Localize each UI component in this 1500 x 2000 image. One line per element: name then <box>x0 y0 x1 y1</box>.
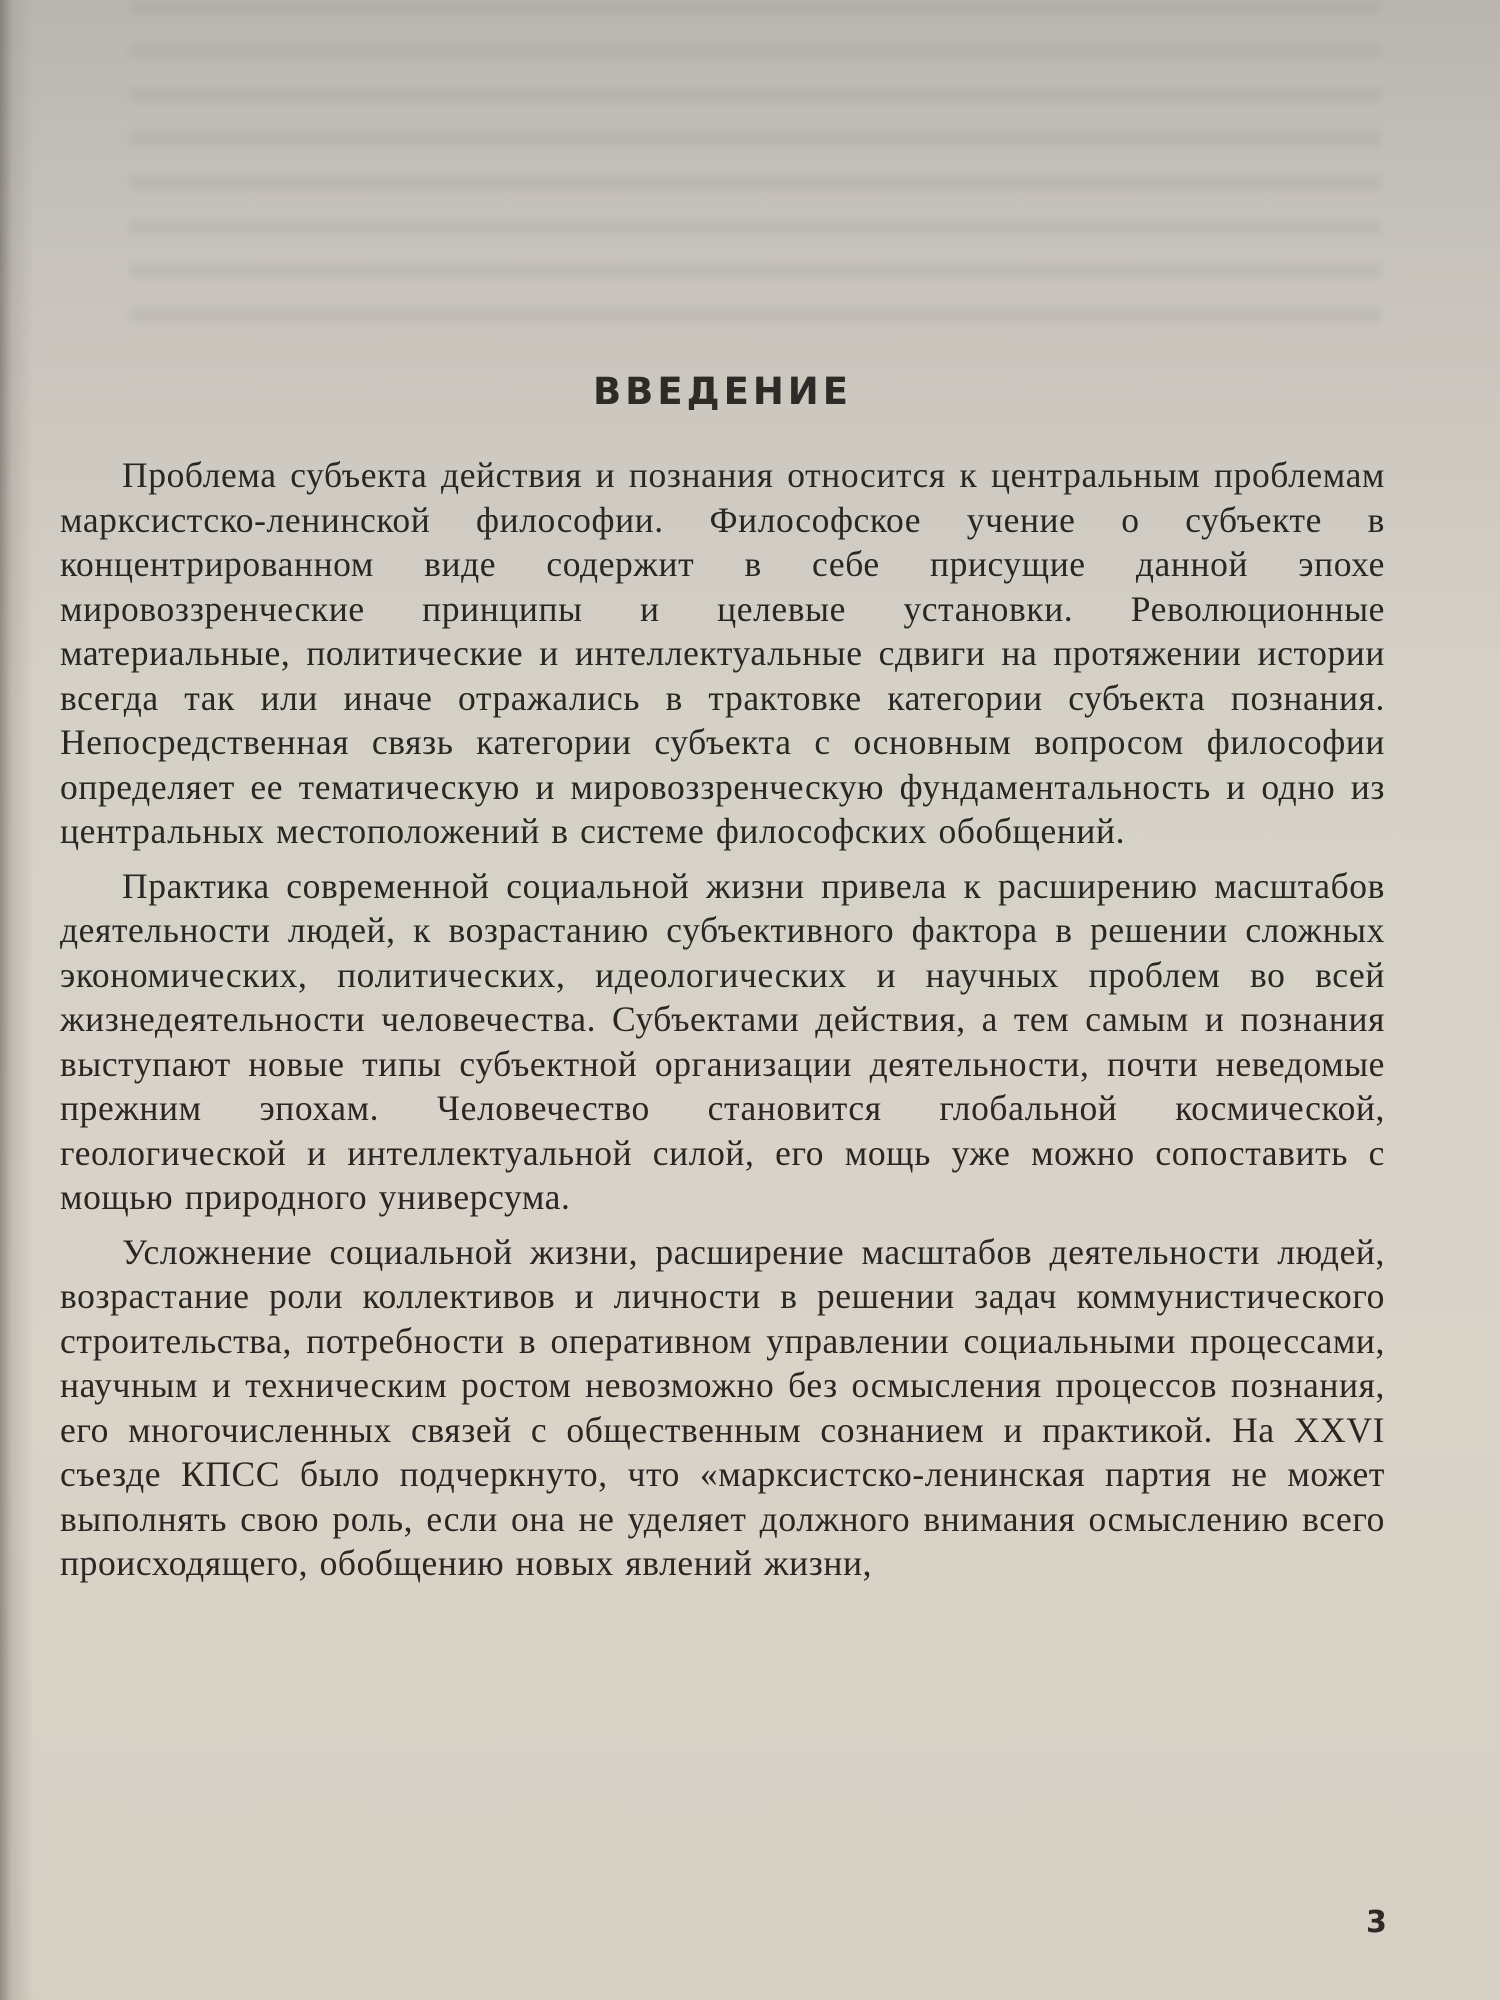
bleed-through-text <box>130 0 1380 330</box>
paragraph-2: Практика современной социальной жизни привела к расширению масштабов деятельности людей, к возрастанию субъективного фактора в решении сложных экономических, политических, идеологических и научных проблем во всей жизнедеятельности человечества. Субъектами действия, а тем самым и познания выступают новые типы субъектной организации деятельности, почти неведомые прежним эпохам. Человечество становится глобальной космической, геологической и интеллектуальной силой, его мощь уже можно сопоставить с мощью природного универсума. <box>60 865 1385 1217</box>
paragraph-3: Усложнение социальной жизни, расширение масштабов деятельности людей, возрастание роли коллективов и личности в решении задач коммунистического строительства, потребности в оперативном управлении социальными процессами, научным и техническим ростом невозможно без осмысления процессов познания, его многочисленных связей с общественным сознанием и практикой. На XXVI съезде КПСС было подчеркнуто, что «марксистско-ленинская партия не может выполнять свою роль, если она не уделяет должного внимания осмыслению всего происходящего, обобщению новых явлений жизни, <box>60 1231 1385 1583</box>
page-content <box>60 370 1385 1596</box>
chapter-heading: ВВЕДЕНИЕ <box>592 370 853 413</box>
page-number: 3 <box>1366 1905 1387 1940</box>
paragraph-1: Проблема субъекта действия и познания относится к центральным проблемам марксистско-ленинской философии. Философское учение о субъекте в концентрированном виде содержит в себе присущие данной эпохе мировоззренческие принципы и целевые установки. Революционные материальные, политические и интеллектуальные сдвиги на протяжении истории всегда так или иначе отражались в трактовке категории субъекта познания. Непосредственная связь категории субъекта с основным вопросом философии определяет ее тематическую и мировоззренческую фундаментальность и одно из центральных местоположений в системе философских обобщений. <box>60 455 1385 851</box>
